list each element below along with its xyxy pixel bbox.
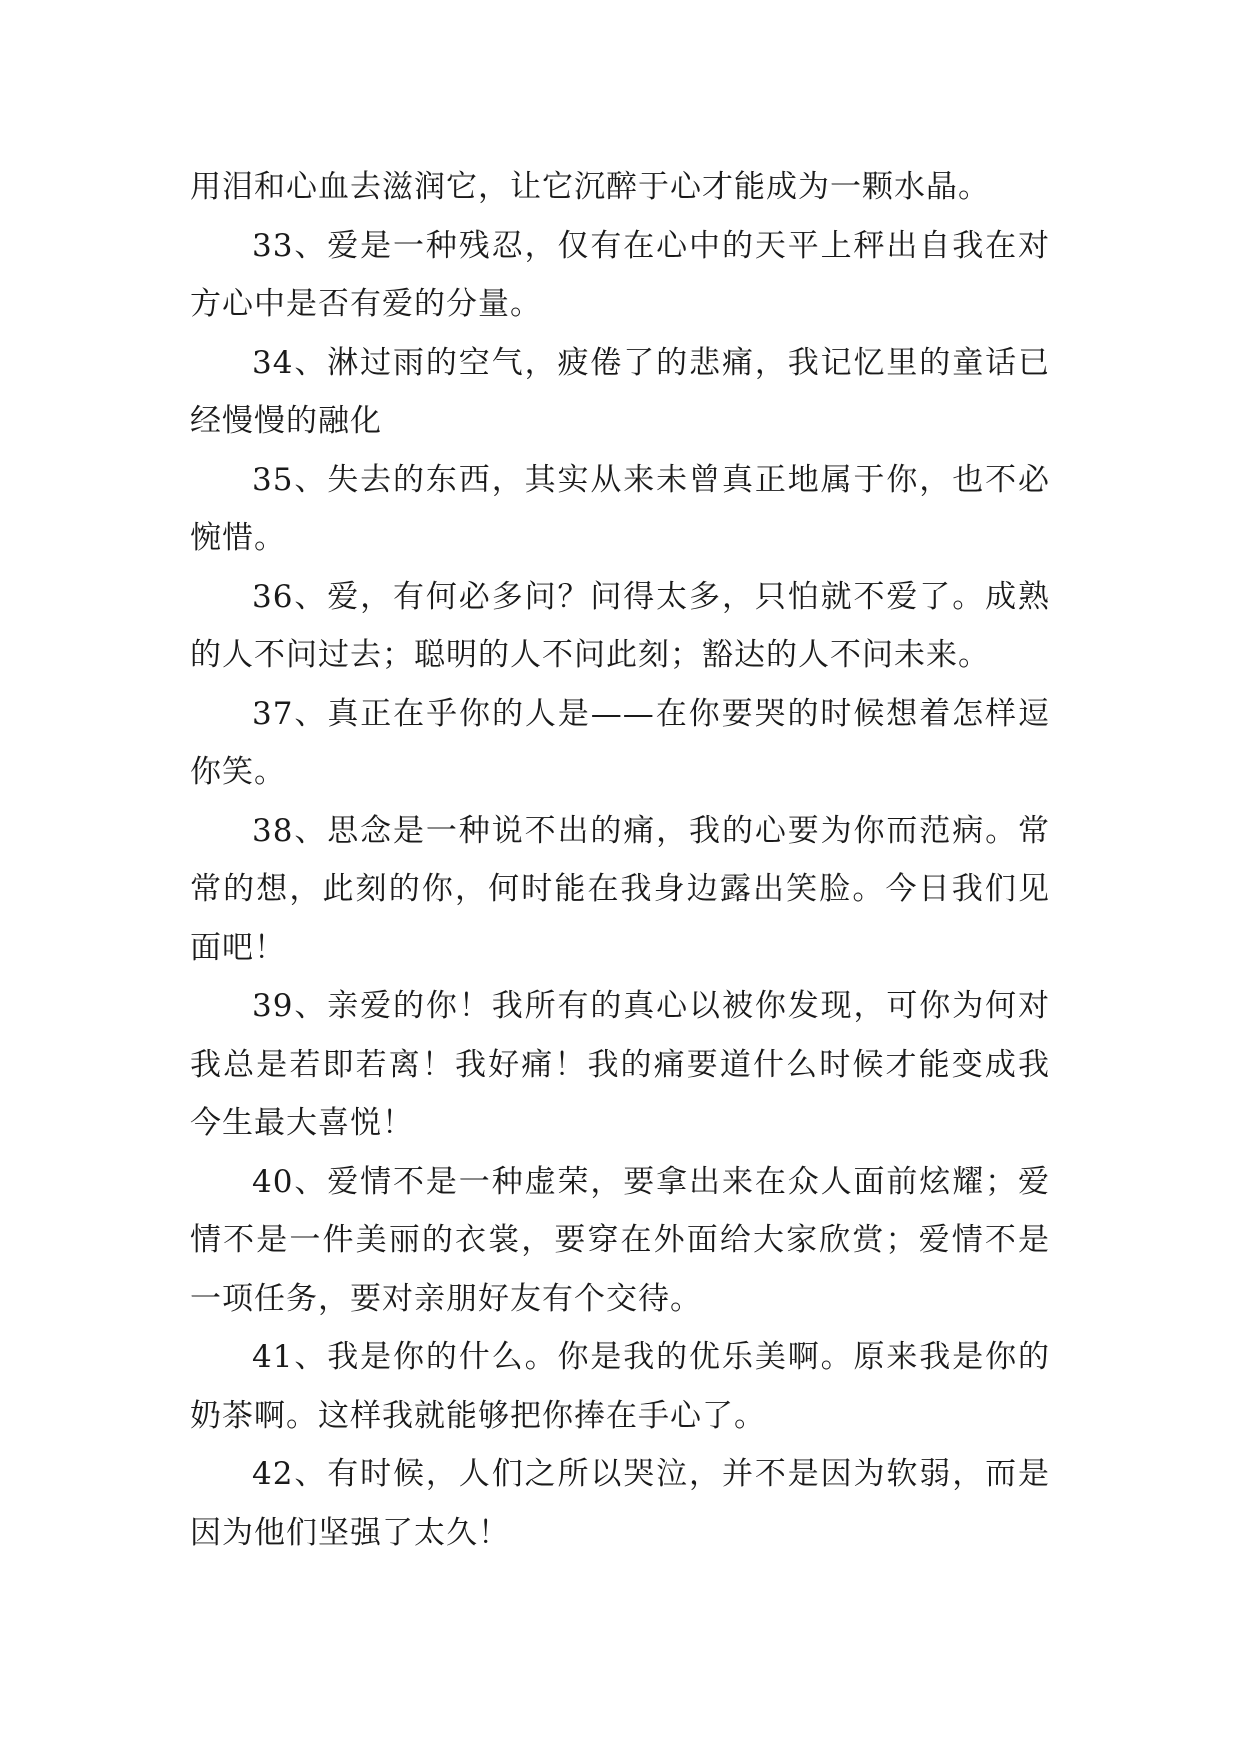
paragraph: 用泪和心血去滋润它，让它沉醉于心才能成为一颗水晶。 bbox=[190, 169, 990, 205]
paragraph: 41、我是你的什么。你是我的优乐美啊。原来我是你的奶茶啊。这样我就能够把你捧在手心了。 bbox=[190, 1339, 1050, 1434]
paragraph: 39、亲爱的你！我所有的真心以被你发现，可你为何对我总是若即若离！我好痛！我的痛要道什么时候才能变成我今生最大喜悦！ bbox=[190, 988, 1050, 1141]
paragraph: 34、淋过雨的空气，疲倦了的悲痛，我记忆里的童话已经慢慢的融化 bbox=[190, 344, 1050, 439]
paragraph: 42、有时候，人们之所以哭泣，并不是因为软弱，而是因为他们坚强了太久！ bbox=[190, 1456, 1050, 1551]
document-body bbox=[190, 158, 1050, 1562]
paragraph: 36、爱，有何必多问？问得太多，只怕就不爱了。成熟的人不问过去；聪明的人不问此刻；豁达的人不问未来。 bbox=[190, 578, 1050, 673]
paragraph: 40、爱情不是一种虚荣，要拿出来在众人面前炫耀；爱情不是一件美丽的衣裳，要穿在外面给大家欣赏；爱情不是一项任务，要对亲朋好友有个交待。 bbox=[190, 1163, 1050, 1317]
paragraph: 37、真正在乎你的人是——在你要哭的时候想着怎样逗你笑。 bbox=[190, 695, 1050, 790]
paragraph: 35、失去的东西，其实从来未曾真正地属于你，也不必惋惜。 bbox=[190, 461, 1050, 556]
paragraph: 33、爱是一种残忍，仅有在心中的天平上秤出自我在对方心中是否有爱的分量。 bbox=[190, 227, 1050, 322]
paragraph: 38、思念是一种说不出的痛，我的心要为你而范病。常常的想，此刻的你，何时能在我身边露出笑脸。今日我们见面吧！ bbox=[190, 812, 1050, 966]
